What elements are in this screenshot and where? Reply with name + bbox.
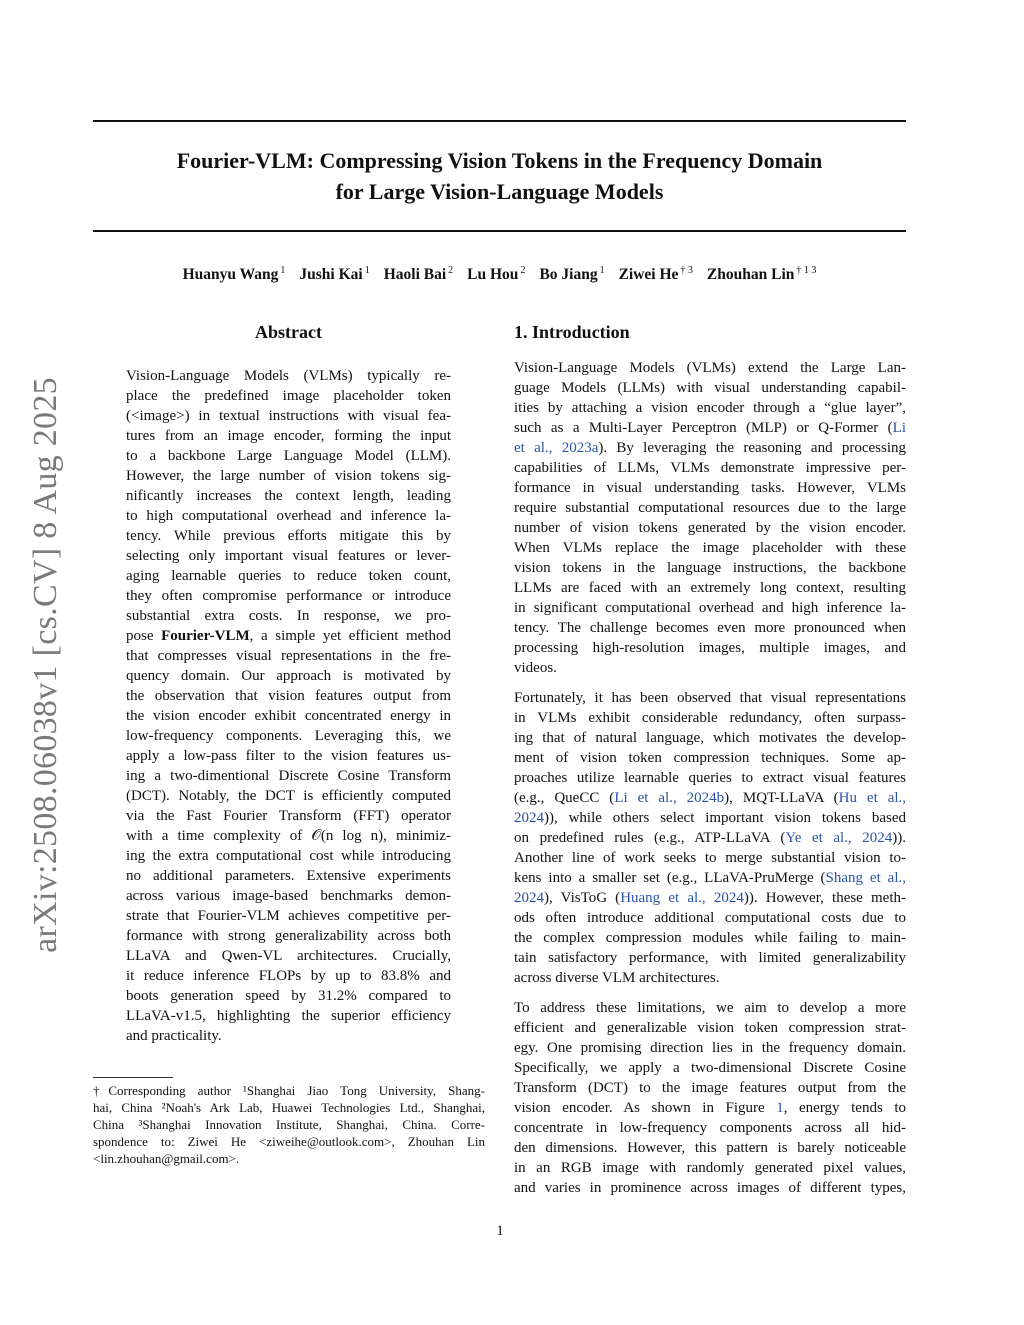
text-line: in VLMs exhibit considerable redundancy, often surpass-: [514, 710, 906, 726]
text-line: ities by attaching a vision encoder through a “glue layer”,: [514, 400, 906, 416]
text-line: aging learnable queries to reduce token count,: [126, 568, 451, 584]
text-line: guage Models (LLMs) with visual understanding capabil-: [514, 380, 906, 396]
author-affiliation: 2: [448, 265, 454, 276]
text-line: However, the large number of vision tokens sig-: [126, 468, 451, 484]
text-line: <lin.zhouhan@gmail.com>.: [93, 1151, 240, 1166]
text-line: Fortunately, it has been observed that visual representations: [514, 690, 906, 706]
text-line: such as a Multi-Layer Perceptron (MLP) or Q-Former (Li: [514, 420, 906, 436]
text-line: require substantial computational resources due to the large: [514, 500, 906, 516]
text-line: the vision encoder exhibit concentrated energy in: [126, 708, 451, 724]
author-affiliation: 1: [280, 265, 286, 276]
author: [619, 266, 693, 283]
author: [384, 266, 453, 283]
author: [299, 266, 369, 283]
intro-paragraph-2: [514, 688, 906, 988]
text-line: hai, China ²Noah's Ark Lab, Huawei Technologies Ltd., Shanghai,: [93, 1100, 485, 1115]
author: [707, 266, 816, 283]
text-line: it reduce inference FLOPs by up to 83.8% and: [126, 968, 451, 984]
text-line: 2024)), while others select important vision tokens based: [514, 810, 906, 826]
author-affiliation: † 3: [680, 265, 693, 276]
text-line: pose Fourier-VLM, a simple yet efficient method: [126, 628, 451, 644]
title-line-2: for Large Vision-Language Models: [335, 179, 664, 204]
text-line: they often compromise performance or introduce: [126, 588, 451, 604]
text-line: concentrate in low-frequency components across all hid-: [514, 1120, 906, 1136]
author-name: Jushi Kai: [299, 266, 363, 284]
abstract-heading: Abstract: [255, 322, 322, 342]
text-line: apply a low-pass filter to the vision features us-: [126, 748, 451, 764]
text-line: strate that Fourier-VLM achieves competitive per-: [126, 908, 451, 924]
text-line: in significant computational overhead and high inference la-: [514, 600, 906, 616]
text-line: ing that of natural language, which motivates the develop-: [514, 730, 906, 746]
text-line: LLMs are faced with an extremely long context, resulting: [514, 580, 906, 596]
author-name: Lu Hou: [467, 266, 519, 284]
intro-paragraph-3: [514, 998, 906, 1198]
text-line: via the Fast Fourier Transform (FFT) operator: [126, 808, 451, 824]
text-line: spondence to: Ziwei He <ziweihe@outlook.com>, Zhouhan Lin: [93, 1134, 485, 1149]
text-line: with a time complexity of 𝒪(n log n), minimiz-: [126, 828, 451, 844]
text-line: ment of vision token compression techniques. Some ap-: [514, 750, 906, 766]
author-affiliation: 2: [520, 265, 526, 276]
page-number: 1: [496, 1223, 504, 1239]
text-line: ods often introduce additional computational costs due to: [514, 910, 906, 926]
paper-title: [93, 145, 906, 207]
footnote-rule: [93, 1077, 173, 1078]
text-line: Specifically, we apply a two-dimensional Discrete Cosine: [514, 1060, 906, 1076]
text-line: ing the extra computational cost while introducing: [126, 848, 451, 864]
text-line: number of vision tokens generated by the vision encoder.: [514, 520, 906, 536]
text-line: the observation that vision features output from: [126, 688, 451, 704]
text-line: vision encoder. As shown in Figure 1, energy tends to: [514, 1100, 906, 1116]
text-line: 2024), VisToG (Huang et al., 2024)). However, these meth-: [514, 890, 906, 906]
introduction-column: [514, 318, 906, 1208]
text-line: place the predefined image placeholder token: [126, 388, 451, 404]
text-line: to high computational overhead and inference la-: [126, 508, 451, 524]
text-line: kens into a smaller set (e.g., LLaVA-PruMerge (Shang et al.,: [514, 870, 906, 886]
arxiv-margin-stamp: [26, 365, 66, 965]
text-line: tency. While previous efforts mitigate this by: [126, 528, 451, 544]
text-line: Another line of work seeks to merge substantial vision to-: [514, 850, 906, 866]
text-line: and practicality.: [126, 1028, 222, 1044]
text-line: tures from an image encoder, forming the input: [126, 428, 451, 444]
text-line: Vision-Language Models (VLMs) typically re-: [126, 368, 451, 384]
abstract-column: [126, 318, 451, 1046]
text-line: low-frequency components. Leveraging this, we: [126, 728, 451, 744]
text-line: (e.g., QueCC (Li et al., 2024b), MQT-LLaVA (Hu et al.,: [514, 790, 907, 806]
text-line: and varies in prominence across images of different types,: [514, 1180, 906, 1196]
text-line: across diverse VLM architectures.: [514, 970, 720, 986]
text-line: den dimensions. However, this pattern is barely noticeable: [514, 1140, 906, 1156]
text-line: To address these limitations, we aim to develop a more: [514, 1000, 906, 1016]
text-line: (DCT). Notably, the DCT is efficiently computed: [126, 788, 451, 804]
text-line: across various image-based benchmarks demon-: [126, 888, 451, 904]
text-line: egy. One promising direction lies in the frequency domain.: [514, 1040, 906, 1056]
title-rule-bottom: [93, 230, 906, 232]
intro-paragraph-1: [514, 358, 906, 678]
text-line: China ³Shanghai Innovation Institute, Shanghai, China. Corre-: [93, 1117, 485, 1132]
text-line: the complex compression modules while failing to main-: [514, 930, 906, 946]
author-affiliation: 1: [599, 265, 605, 276]
arxiv-identifier: arXiv:2508.06038v1 [cs.CV] 8 Aug 2025: [27, 377, 64, 953]
author-affiliation: † 1 3: [796, 265, 817, 276]
text-line: videos.: [514, 660, 557, 676]
text-line: quency domain. Our approach is motivated by: [126, 668, 451, 684]
title-line-1: Fourier-VLM: Compressing Vision Tokens in the Frequency Domain: [176, 148, 823, 173]
text-line: When VLMs replace the image placeholder with these: [514, 540, 906, 556]
author-affiliation: 1: [364, 265, 370, 276]
abstract-body: [126, 366, 451, 1046]
text-line: capabilities of LLMs, VLMs demonstrate impressive per-: [514, 460, 906, 476]
text-line: formance with strong generalizability across both: [126, 928, 451, 944]
author-name: Zhouhan Lin: [706, 266, 795, 284]
text-line: et al., 2023a). By leveraging the reasoning and processing: [514, 440, 906, 456]
text-line: that compresses visual representations in the fre-: [126, 648, 451, 664]
text-line: boots generation speed by 31.2% compared to: [126, 988, 451, 1004]
text-line: tain satisfactory performance, with limited generalizability: [514, 950, 906, 966]
text-line: vision tokens in the language instructions, the backbone: [514, 560, 906, 576]
text-line: in an RGB image with randomly generated pixel values,: [514, 1160, 906, 1176]
text-line: †Corresponding author ¹Shanghai Jiao Tong University, Shang-: [93, 1083, 485, 1098]
author-name: Bo Jiang: [539, 266, 598, 284]
text-line: (<image>) in textual instructions with visual fea-: [126, 408, 451, 424]
text-line: on predefined rules (e.g., ATP-LLaVA (Ye et al., 2024)).: [514, 830, 907, 846]
text-line: processing high-resolution images, multiple images, and: [514, 640, 906, 656]
text-line: ing a two-dimentional Discrete Cosine Transform: [126, 768, 451, 784]
text-line: LLaVA-v1.5, highlighting the superior efficiency: [126, 1008, 451, 1024]
text-line: substantial extra costs. In response, we pro-: [126, 608, 451, 624]
text-line: tency. The challenge becomes even more pronounced when: [514, 620, 906, 636]
author-name: Haoli Bai: [383, 266, 447, 284]
text-line: nificantly increases the context length, leading: [126, 488, 451, 504]
text-line: selecting only important visual features or lever-: [126, 548, 451, 564]
author-name: Ziwei He: [618, 266, 679, 284]
text-line: Vision-Language Models (VLMs) extend the Large Lan-: [514, 360, 906, 376]
text-line: Transform (DCT) to the image features output from the: [514, 1080, 906, 1096]
author-list: [93, 265, 906, 284]
footnote: [93, 1082, 485, 1167]
author: [467, 266, 525, 283]
title-rule-top: [93, 120, 906, 122]
author: [539, 266, 604, 283]
text-line: no additional parameters. Extensive experiments: [126, 868, 451, 884]
author-name: Huanyu Wang: [182, 266, 279, 284]
text-line: to a backbone Large Language Model (LLM).: [126, 448, 451, 464]
text-line: formance in visual understanding tasks. However, VLMs: [514, 480, 906, 496]
text-line: proaches utilize learnable queries to extract visual features: [514, 770, 906, 786]
author: [183, 266, 286, 283]
introduction-heading: 1. Introduction: [514, 322, 630, 342]
text-line: efficient and generalizable vision token compression strat-: [514, 1020, 906, 1036]
text-line: LLaVA and Qwen-VL architectures. Crucially,: [126, 948, 451, 964]
